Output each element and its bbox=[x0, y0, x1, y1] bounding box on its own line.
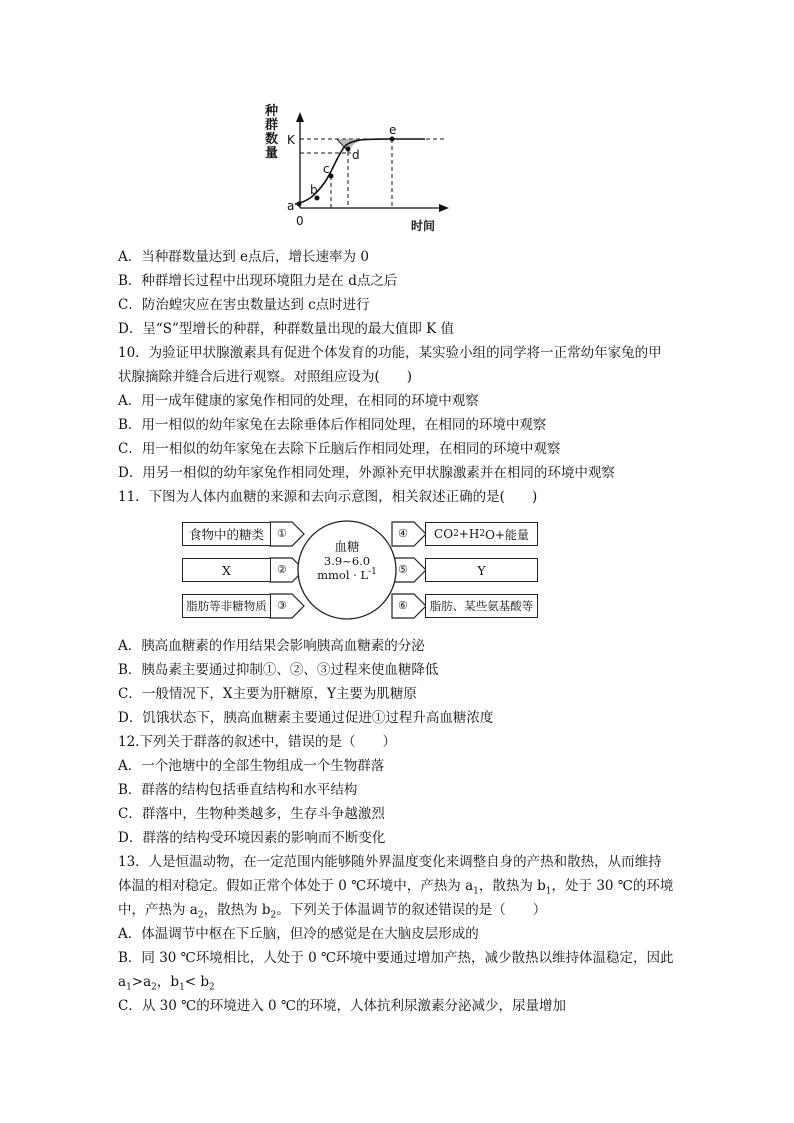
q10-option-b: B．用一相似的幼年家兔在去除垂体后作相同处理，在相同的环境中观察 bbox=[118, 417, 547, 433]
center-unit: mmol · $L^{-1}$ bbox=[317, 567, 377, 582]
point-b-label: b bbox=[310, 183, 318, 197]
y-axis-label-char-4: 量 bbox=[265, 146, 279, 161]
box-co2-water-energy: CO 2 +H 2 O+能量 bbox=[425, 522, 538, 546]
num-4: ④ bbox=[398, 527, 408, 540]
q10-option-d: D．用另一相似的幼年家兔作相同处理，外源补充甲状腺激素并在相同的环境中观察 bbox=[118, 465, 615, 481]
k-label: K bbox=[287, 133, 295, 147]
q10-option-c: C．用一相似的幼年家兔在去除下丘脑后作相同处理，在相同的环境中观察 bbox=[118, 441, 561, 457]
y-axis-label-char-3: 数 bbox=[265, 132, 279, 147]
y-axis-label-char-1: 种 bbox=[265, 104, 279, 119]
q13-option-b-line1: B．同 30 ℃环境相比，人处于 0 ℃环境中要通过增加产热，减少散热以维持体温稳定，因此 bbox=[118, 950, 674, 966]
q13-option-c: C．从 30 ℃的环境进入 0 ℃的环境，人体抗利尿激素分泌减少，尿量增加 bbox=[118, 998, 566, 1014]
blood-sugar-center bbox=[307, 540, 387, 582]
y-axis-label-char-2: 群 bbox=[265, 118, 279, 133]
point-a-label: a bbox=[287, 199, 295, 213]
center-range: 3.9~6.0 bbox=[323, 554, 371, 568]
q10-option-a: A．用一成年健康的家兔作相同的处理，在相同的环境中观察 bbox=[118, 393, 479, 409]
box-x: X bbox=[182, 558, 271, 582]
origin-label: 0 bbox=[296, 214, 304, 228]
q11-option-b: B．胰岛素主要通过抑制①、②、③过程来使血糖降低 bbox=[118, 662, 439, 678]
point-c-label: c bbox=[323, 162, 330, 176]
q9-option-c: C．防治蝗灾应在害虫数量达到 c点时进行 bbox=[118, 297, 370, 313]
num-5: ⑤ bbox=[398, 563, 408, 576]
blood-sugar-diagram bbox=[182, 518, 538, 622]
q12-option-c: C．群落中，生物种类越多，生存斗争越激烈 bbox=[118, 806, 385, 822]
q12-stem: 12.下列关于群落的叙述中，错误的是（ ） bbox=[118, 734, 396, 750]
num-3: ③ bbox=[277, 599, 287, 612]
q13-stem-line1: 13．人是恒温动物，在一定范围内能够随外界温度变化来调整自身的产热和散热，从而维持 bbox=[118, 854, 662, 870]
q11-option-c: C．一般情况下，X主要为肝糖原，Y主要为肌糖原 bbox=[118, 686, 417, 702]
q11-option-a: A．胰高血糖素的作用结果会影响胰高血糖素的分泌 bbox=[118, 638, 425, 654]
q11-option-d: D．饥饿状态下，胰高血糖素主要通过促进①过程升高血糖浓度 bbox=[118, 710, 494, 726]
q13-option-b-line2: $a_1>a_2$，$b_1< b_2$ bbox=[118, 974, 215, 993]
box-dietary-sugar: 食物中的糖类 bbox=[182, 522, 271, 546]
q9-option-a: A．当种群数量达到 e点后，增长速率为 0 bbox=[118, 249, 369, 265]
point-d-label: d bbox=[352, 148, 360, 162]
num-2: ② bbox=[277, 563, 287, 576]
box-non-sugar: 脂肪等非糖物质 bbox=[182, 594, 271, 618]
q12-option-a: A．一个池塘中的全部生物组成一个生物群落 bbox=[118, 758, 385, 774]
population-growth-graph bbox=[255, 100, 455, 235]
q12-option-b: B．群落的结构包括垂直结构和水平结构 bbox=[118, 782, 358, 798]
num-1: ① bbox=[277, 527, 287, 540]
q9-option-d: D．呈“S”型增长的种群，种群数量出现的最大值即 K 值 bbox=[118, 321, 455, 337]
q11-stem: 11．下图为人体内血糖的来源和去向示意图，相关叙述正确的是( ) bbox=[118, 489, 538, 505]
num-6: ⑥ bbox=[398, 599, 408, 612]
x-axis-label: 时间 bbox=[411, 219, 436, 233]
q13-stem-line2: 体温的相对稳定。假如正常个体处于 0 ℃环境中，产热为 $a_1$，散热为 $b_1$，处于 30 ℃的环境 bbox=[118, 878, 674, 897]
q9-option-b: B．种群增长过程中出现环境阻力是在 d点之后 bbox=[118, 273, 398, 289]
point-e-label: e bbox=[389, 123, 397, 137]
box-fat-amino: 脂肪、某些氨基酸等 bbox=[425, 594, 538, 618]
box-y: Y bbox=[425, 558, 538, 582]
q12-option-d: D．群落的结构受环境因素的影响而不断变化 bbox=[118, 830, 386, 846]
center-title: 血糖 bbox=[334, 539, 360, 554]
q13-stem-line3: 中，产热为 $a_2$，散热为 $b_2$。下列关于体温调节的叙述错误的是（ ） bbox=[118, 902, 547, 921]
q10-stem-line1: 10．为验证甲状腺激素具有促进个体发育的功能，某实验小组的同学将一正常幼年家兔的甲 bbox=[118, 345, 662, 361]
q10-stem-line2: 状腺摘除并缝合后进行观察。对照组应设为( ) bbox=[118, 369, 413, 385]
q13-option-a: A．体温调节中枢在下丘脑，但冷的感觉是在大脑皮层形成的 bbox=[118, 926, 479, 942]
